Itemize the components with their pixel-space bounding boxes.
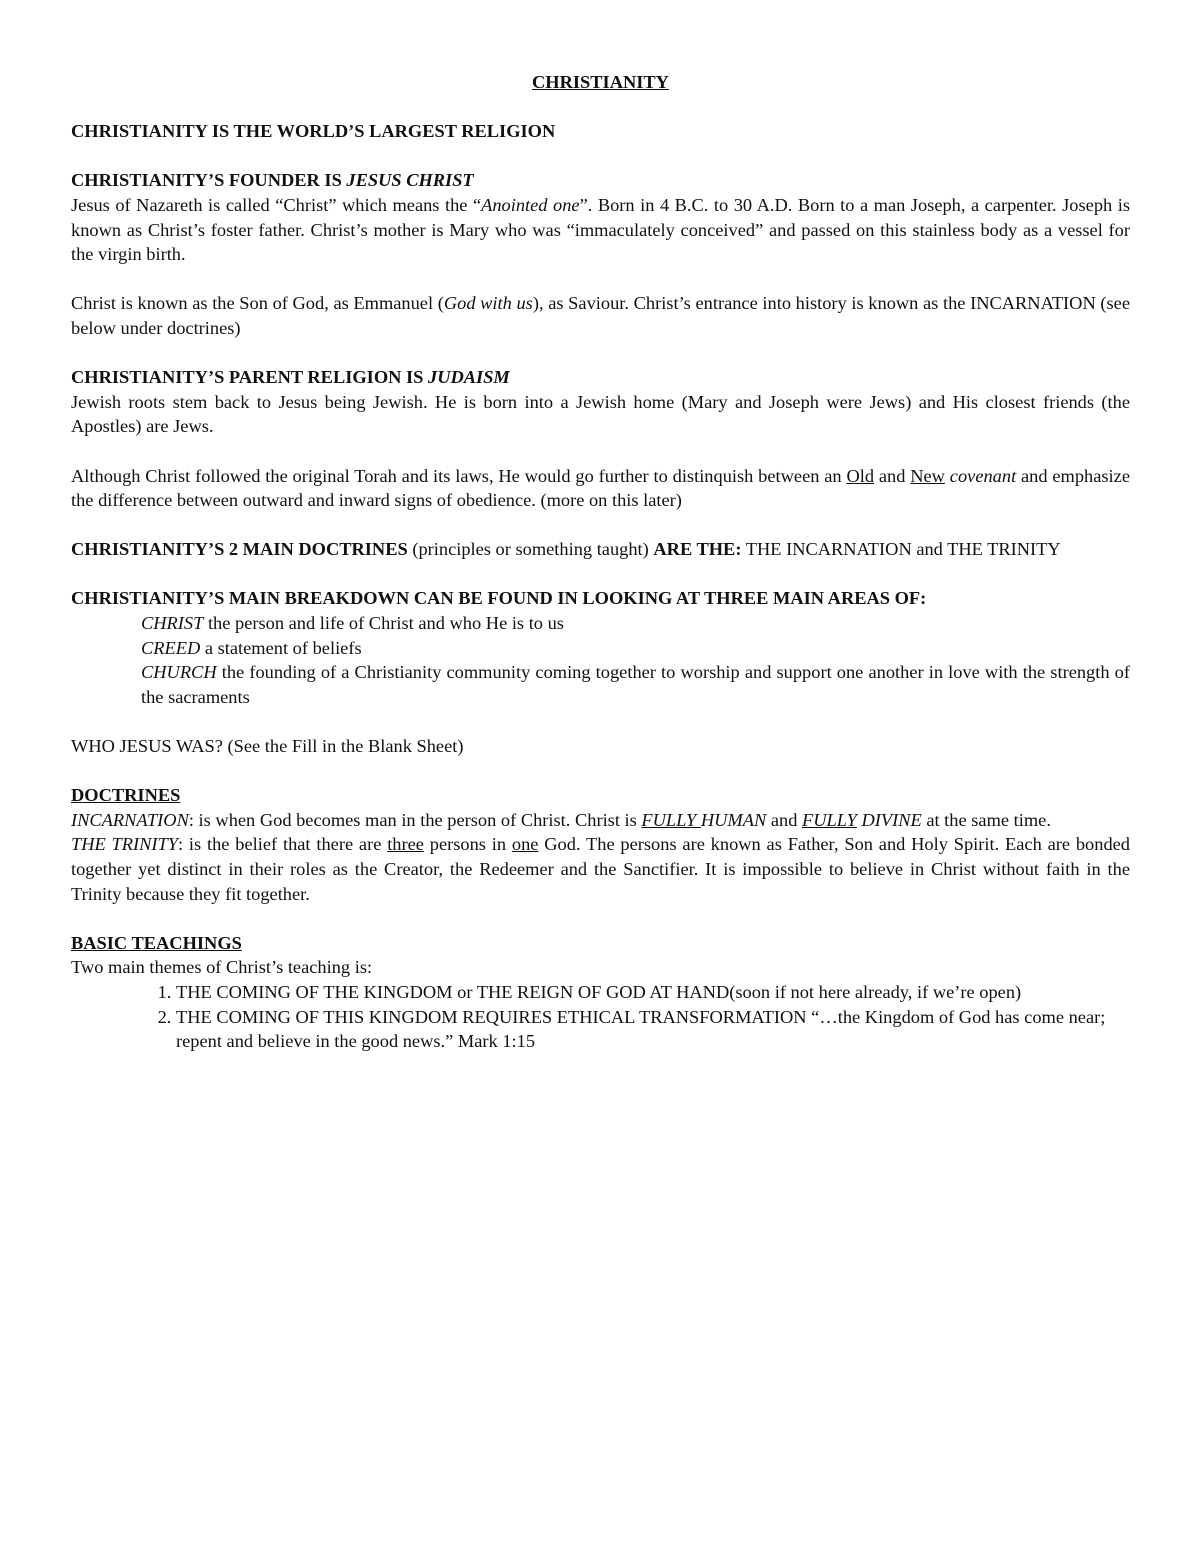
main-doctrines-paragraph (71, 537, 1130, 562)
creed-term: CREED (141, 637, 201, 658)
parent-religion-heading (71, 365, 1130, 390)
trinity-text-b: persons in (423, 834, 512, 855)
breakdown-list (71, 611, 1130, 709)
creed-desc: a statement of beliefs (200, 637, 362, 658)
list-item (141, 611, 1130, 636)
trinity-paragraph (71, 832, 1130, 906)
doctrines-heading: DOCTRINES (71, 785, 181, 806)
jewish-roots-paragraph: Jewish roots stem back to Jesus being Jewish. He is born into a Jewish home (Mary and Joseph were Jews) and His closest friends (the Apostles) are Jews. (71, 391, 1130, 437)
incarnation-text: : is when God becomes man in the person of Christ. Christ is (188, 809, 642, 830)
founder-paragraph (71, 193, 1130, 267)
fully-divine-divine: DIVINE (856, 809, 922, 830)
covenant-text-c: and emphasize the difference between outward and inward signs of obedience. (more on this later) (71, 465, 1130, 511)
parent-heading-text: CHRISTIANITY’S PARENT RELIGION IS (71, 367, 429, 388)
incarnation-paragraph (71, 808, 1130, 833)
covenant-and: and (874, 465, 911, 486)
founder-heading-text: CHRISTIANITY’S FOUNDER IS (71, 170, 347, 191)
main-doctrines-list: THE INCARNATION and THE TRINITY (741, 539, 1061, 560)
list-item: 1. THE COMING OF THE KINGDOM or THE REIGN OF GOD AT HAND(soon if not here already, if we’re open) (176, 980, 1130, 1005)
church-desc: the founding of a Christianity community coming together to worship and support one another in love with the strength of the sacraments (141, 662, 1130, 707)
basic-teachings-heading: BASIC TEACHINGS (71, 932, 242, 953)
fully-human-fully: FULLY (641, 809, 701, 830)
breakdown-heading: CHRISTIANITY’S MAIN BREAKDOWN CAN BE FOUND IN LOOKING AT THREE MAIN AREAS OF: (71, 588, 927, 609)
parent-religion-name: JUDAISM (428, 367, 510, 388)
incarnation-and: and (766, 809, 802, 830)
fully-human-human: HUMAN (700, 809, 767, 830)
founder-heading (71, 168, 1130, 193)
who-jesus-was-line: WHO JESUS WAS? (See the Fill in the Blank Sheet) (71, 736, 464, 757)
son-text-c: ), as Saviour. Christ’s entrance into history is known as the INCARNATION (see below under doctrines) (71, 293, 1130, 338)
god-with-us-term: God with us (443, 293, 533, 314)
list-item (141, 660, 1130, 709)
founder-name: JESUS CHRIST (346, 170, 474, 191)
teachings-intro: Two main themes of Christ’s teaching is: (71, 957, 373, 978)
incarnation-end: at the same time. (921, 809, 1051, 830)
christ-desc: the person and life of Christ and who He is to us (203, 613, 564, 634)
three-term: three (387, 834, 424, 855)
son-of-god-paragraph (71, 291, 1130, 340)
document-title: CHRISTIANITY (532, 72, 669, 92)
old-term: Old (846, 465, 875, 486)
incarnation-term: INCARNATION (71, 809, 189, 830)
one-term: one (511, 834, 539, 855)
teachings-list (71, 980, 1130, 1054)
covenant-term: covenant (949, 465, 1017, 486)
covenant-text-a: Although Christ followed the original Torah and its laws, He would go further to distinquish between an (71, 465, 847, 486)
list-item (141, 636, 1130, 661)
son-text-a: Christ is known as the Son of God, as Emmanuel ( (71, 293, 444, 314)
fully-divine-fully: FULLY (802, 809, 857, 830)
largest-religion-heading: CHRISTIANITY IS THE WORLD’S LARGEST RELIGION (71, 121, 556, 142)
main-doctrines-are: ARE THE: (653, 539, 742, 560)
main-doctrines-note: (principles or something taught) (407, 539, 654, 560)
founder-text-a: Jesus of Nazareth is called “Christ” which means the “ (71, 194, 482, 215)
founder-text-c: ”. Born in 4 B.C. to 30 A.D. Born to a man Joseph, a carpenter. Joseph is known as Christ’s foster father. Christ’s mother is Mary who was “immaculately conceived” and passed on this stainless body as a vessel for the virgin birth. (71, 194, 1130, 265)
church-term: CHURCH (141, 662, 217, 683)
new-term: New (910, 465, 945, 486)
anointed-one-term: Anointed one (481, 194, 580, 215)
trinity-text-c: God. The persons are known as Father, Son and Holy Spirit. Each are bonded together yet distinct in their roles as the Creator, the Redeemer and the Sanctifier. It is impossible to believe in Christ without faith in the Trinity because they fit together. (71, 834, 1130, 904)
christ-term: CHRIST (141, 613, 204, 634)
covenant-paragraph (71, 464, 1130, 513)
list-item: 2. THE COMING OF THIS KINGDOM REQUIRES ETHICAL TRANSFORMATION “…the Kingdom of God has come near; repent and believe in the good news.” Mark 1:15 (176, 1005, 1130, 1054)
main-doctrines-heading: CHRISTIANITY’S 2 MAIN DOCTRINES (71, 539, 408, 560)
trinity-text-a: : is the belief that there are (178, 834, 388, 855)
trinity-term: THE TRINITY (71, 834, 178, 855)
